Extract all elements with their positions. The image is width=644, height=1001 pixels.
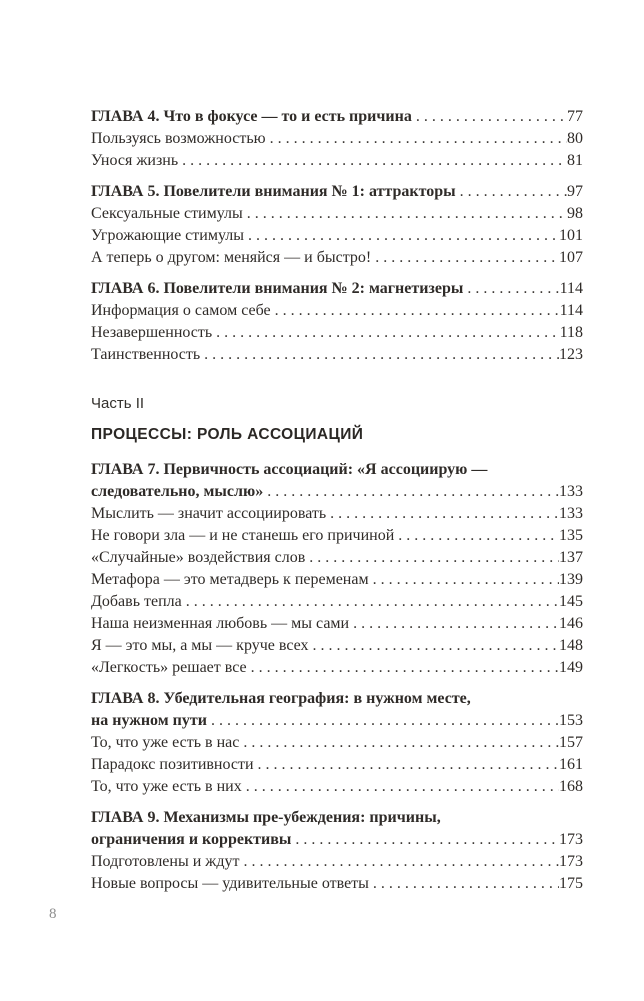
- toc-entry-row: [91, 754, 583, 776]
- toc-entry-title: Наша неизменная любовь — мы сами: [91, 615, 350, 632]
- dot-leader: [243, 203, 567, 225]
- toc-section-entry: [91, 547, 583, 569]
- toc-entry-row: [91, 300, 583, 322]
- toc-entry-page: 98: [567, 205, 583, 222]
- toc-entry-row: [91, 851, 583, 873]
- toc-entry-title: Парадокс позитивности: [91, 756, 254, 773]
- toc-entry-page: 133: [559, 483, 583, 500]
- toc-entry-title: А теперь о другом: меняйся — и быстро!: [91, 249, 372, 266]
- toc-entry-row: [91, 635, 583, 657]
- toc-entry-title: Таинственность: [91, 346, 201, 363]
- toc-entry-page: 161: [559, 756, 583, 773]
- toc-entry-title: «Случайные» воздействия слов: [91, 549, 306, 566]
- toc-entry-row: [91, 776, 583, 798]
- toc-entry-row: [91, 278, 583, 300]
- toc-section-entry: [91, 503, 583, 525]
- toc-entry-title: Подготовлены и ждут: [91, 853, 240, 870]
- dot-leader: [371, 247, 559, 269]
- table-of-contents: [91, 106, 583, 895]
- toc-entry-row: [91, 128, 583, 150]
- toc-section-entry: [91, 300, 583, 322]
- dot-leader: [463, 278, 559, 300]
- part-label: Часть II: [91, 395, 145, 412]
- toc-entry-page: 123: [559, 346, 583, 363]
- toc-entry-row: [91, 344, 583, 366]
- toc-section-entry: [91, 225, 583, 247]
- toc-entry-page: 133: [559, 505, 583, 522]
- toc-entry-title: Пользуясь возможностью: [91, 130, 266, 147]
- dot-leader: [271, 300, 560, 322]
- toc-section-entry: [91, 203, 583, 225]
- toc-entry-row: [91, 547, 583, 569]
- toc-entry-page: 173: [559, 831, 583, 848]
- toc-chapter-entry: [91, 688, 583, 732]
- toc-entry-page: 77: [567, 108, 583, 125]
- toc-entry-title: Я — это мы, а мы — круче всех: [91, 637, 309, 654]
- toc-entry-page: 97: [567, 183, 583, 200]
- toc-entry-page: 157: [559, 734, 583, 751]
- dot-leader: [309, 635, 559, 657]
- dot-leader: [305, 547, 559, 569]
- toc-entry-page: 101: [559, 227, 583, 244]
- toc-entry-row: [91, 657, 583, 679]
- toc-entry-title: Угрожающие стимулы: [91, 227, 244, 244]
- toc-entry-page: 80: [567, 130, 583, 147]
- toc-section-entry: [91, 613, 583, 635]
- toc-section-entry: [91, 344, 583, 366]
- part-title: ПРОЦЕССЫ: РОЛЬ АССОЦИАЦИЙ: [91, 426, 364, 443]
- dot-leader: [263, 481, 559, 503]
- toc-entry-title: Не говори зла — и не станешь его причиной: [91, 527, 395, 544]
- toc-section-entry: [91, 322, 583, 344]
- toc-entry-row: [91, 829, 583, 851]
- dot-leader: [247, 657, 559, 679]
- toc-entry-title-line: ГЛАВА 8. Убедительная география: в нужном месте,: [91, 690, 471, 707]
- toc-entry-page: 139: [559, 571, 583, 588]
- toc-section-entry: [91, 635, 583, 657]
- toc-entry-title: Метафора — это метадверь к переменам: [91, 571, 369, 588]
- toc-entry-title: Добавь тепла: [91, 593, 182, 610]
- part-heading: [91, 394, 583, 446]
- toc-entry-page: 168: [559, 778, 583, 795]
- toc-entry-title: То, что уже есть в них: [91, 778, 242, 795]
- toc-entry-row: [91, 613, 583, 635]
- toc-entry-title: на нужном пути: [91, 712, 207, 729]
- toc-entry-title: ГЛАВА 6. Повелители внимания № 2: магнетизеры: [91, 280, 464, 297]
- toc-entry-title: Незавершенность: [91, 324, 213, 341]
- toc-entry-row: [91, 525, 583, 547]
- toc-entry-page: 145: [559, 593, 583, 610]
- toc-entry-row: [91, 591, 583, 613]
- dot-leader: [369, 569, 559, 591]
- page-number: 8: [49, 906, 57, 922]
- toc-section-entry: [91, 247, 583, 269]
- toc-entry-page: 148: [559, 637, 583, 654]
- toc-entry-page: 81: [567, 152, 583, 169]
- toc-entry-row: [91, 203, 583, 225]
- dot-leader: [242, 776, 559, 798]
- toc-entry-row: [91, 732, 583, 754]
- dot-leader: [254, 754, 559, 776]
- toc-chapter-entry: [91, 459, 583, 503]
- dot-leader: [207, 710, 559, 732]
- toc-entry-page: 173: [559, 853, 583, 870]
- toc-entry-page: 114: [559, 302, 583, 319]
- toc-entry-row: [91, 710, 583, 732]
- dot-leader: [178, 150, 567, 172]
- toc-entry-title: Сексуальные стимулы: [91, 205, 243, 222]
- dot-leader: [412, 106, 567, 128]
- dot-leader: [266, 128, 567, 150]
- toc-chapter-entry: [91, 807, 583, 851]
- toc-entry-row: [91, 873, 583, 895]
- toc-entry-page: 153: [559, 712, 583, 729]
- toc-entry-page: 135: [559, 527, 583, 544]
- dot-leader: [326, 503, 559, 525]
- toc-section-entry: [91, 851, 583, 873]
- toc-entry-page: 137: [559, 549, 583, 566]
- dot-leader: [212, 322, 559, 344]
- toc-entry-title: ГЛАВА 4. Что в фокусе — то и есть причина: [91, 108, 412, 125]
- toc-chapter-entry: [91, 106, 583, 128]
- dot-leader: [349, 613, 559, 635]
- toc-entry-page: 118: [559, 324, 583, 341]
- toc-entry-page: 114: [559, 280, 583, 297]
- toc-entry-row: [91, 106, 583, 128]
- toc-entry-title-line: ГЛАВА 9. Механизмы пре-убеждения: причины,: [91, 809, 441, 826]
- toc-section-entry: [91, 732, 583, 754]
- toc-section-entry: [91, 569, 583, 591]
- toc-entry-title: следовательно, мыслю»: [91, 483, 264, 500]
- toc-entry-title: «Легкость» решает все: [91, 659, 247, 676]
- toc-section-entry: [91, 657, 583, 679]
- dot-leader: [239, 732, 559, 754]
- toc-chapter-entry: [91, 181, 583, 203]
- toc-section-entry: [91, 150, 583, 172]
- toc-entry-title-line: ГЛАВА 7. Первичность ассоциаций: «Я ассоциирую —: [91, 461, 488, 478]
- dot-leader: [244, 225, 559, 247]
- toc-entry-title: ГЛАВА 5. Повелители внимания № 1: аттракторы: [91, 183, 456, 200]
- toc-entry-page: 149: [559, 659, 583, 676]
- toc-entry-row: [91, 481, 583, 503]
- toc-section-entry: [91, 525, 583, 547]
- toc-entry-page: 175: [559, 875, 583, 892]
- toc-entry-page: 146: [559, 615, 583, 632]
- dot-leader: [239, 851, 559, 873]
- toc-section-entry: [91, 776, 583, 798]
- toc-entry-row: [91, 569, 583, 591]
- dot-leader: [182, 591, 559, 613]
- toc-entry-title: Новые вопросы — удивительные ответы: [91, 875, 369, 892]
- dot-leader: [369, 873, 559, 895]
- dot-leader: [200, 344, 559, 366]
- toc-section-entry: [91, 591, 583, 613]
- toc-entry-row: [91, 503, 583, 525]
- toc-section-entry: [91, 754, 583, 776]
- toc-section-entry: [91, 128, 583, 150]
- toc-entry-row: [91, 181, 583, 203]
- toc-entry-title: То, что уже есть в нас: [91, 734, 240, 751]
- toc-entry-title: ограничения и коррективы: [91, 831, 292, 848]
- dot-leader: [291, 829, 559, 851]
- toc-entry-page: 107: [559, 249, 583, 266]
- dot-leader: [456, 181, 567, 203]
- toc-entry-title: Мыслить — значит ассоциировать: [91, 505, 327, 522]
- toc-entry-row: [91, 322, 583, 344]
- dot-leader: [394, 525, 559, 547]
- toc-section-entry: [91, 873, 583, 895]
- toc-entry-row: [91, 247, 583, 269]
- toc-entry-row: [91, 150, 583, 172]
- toc-chapter-entry: [91, 278, 583, 300]
- toc-entry-row: [91, 225, 583, 247]
- toc-entry-title: Унося жизнь: [91, 152, 179, 169]
- toc-entry-title: Информация о самом себе: [91, 302, 271, 319]
